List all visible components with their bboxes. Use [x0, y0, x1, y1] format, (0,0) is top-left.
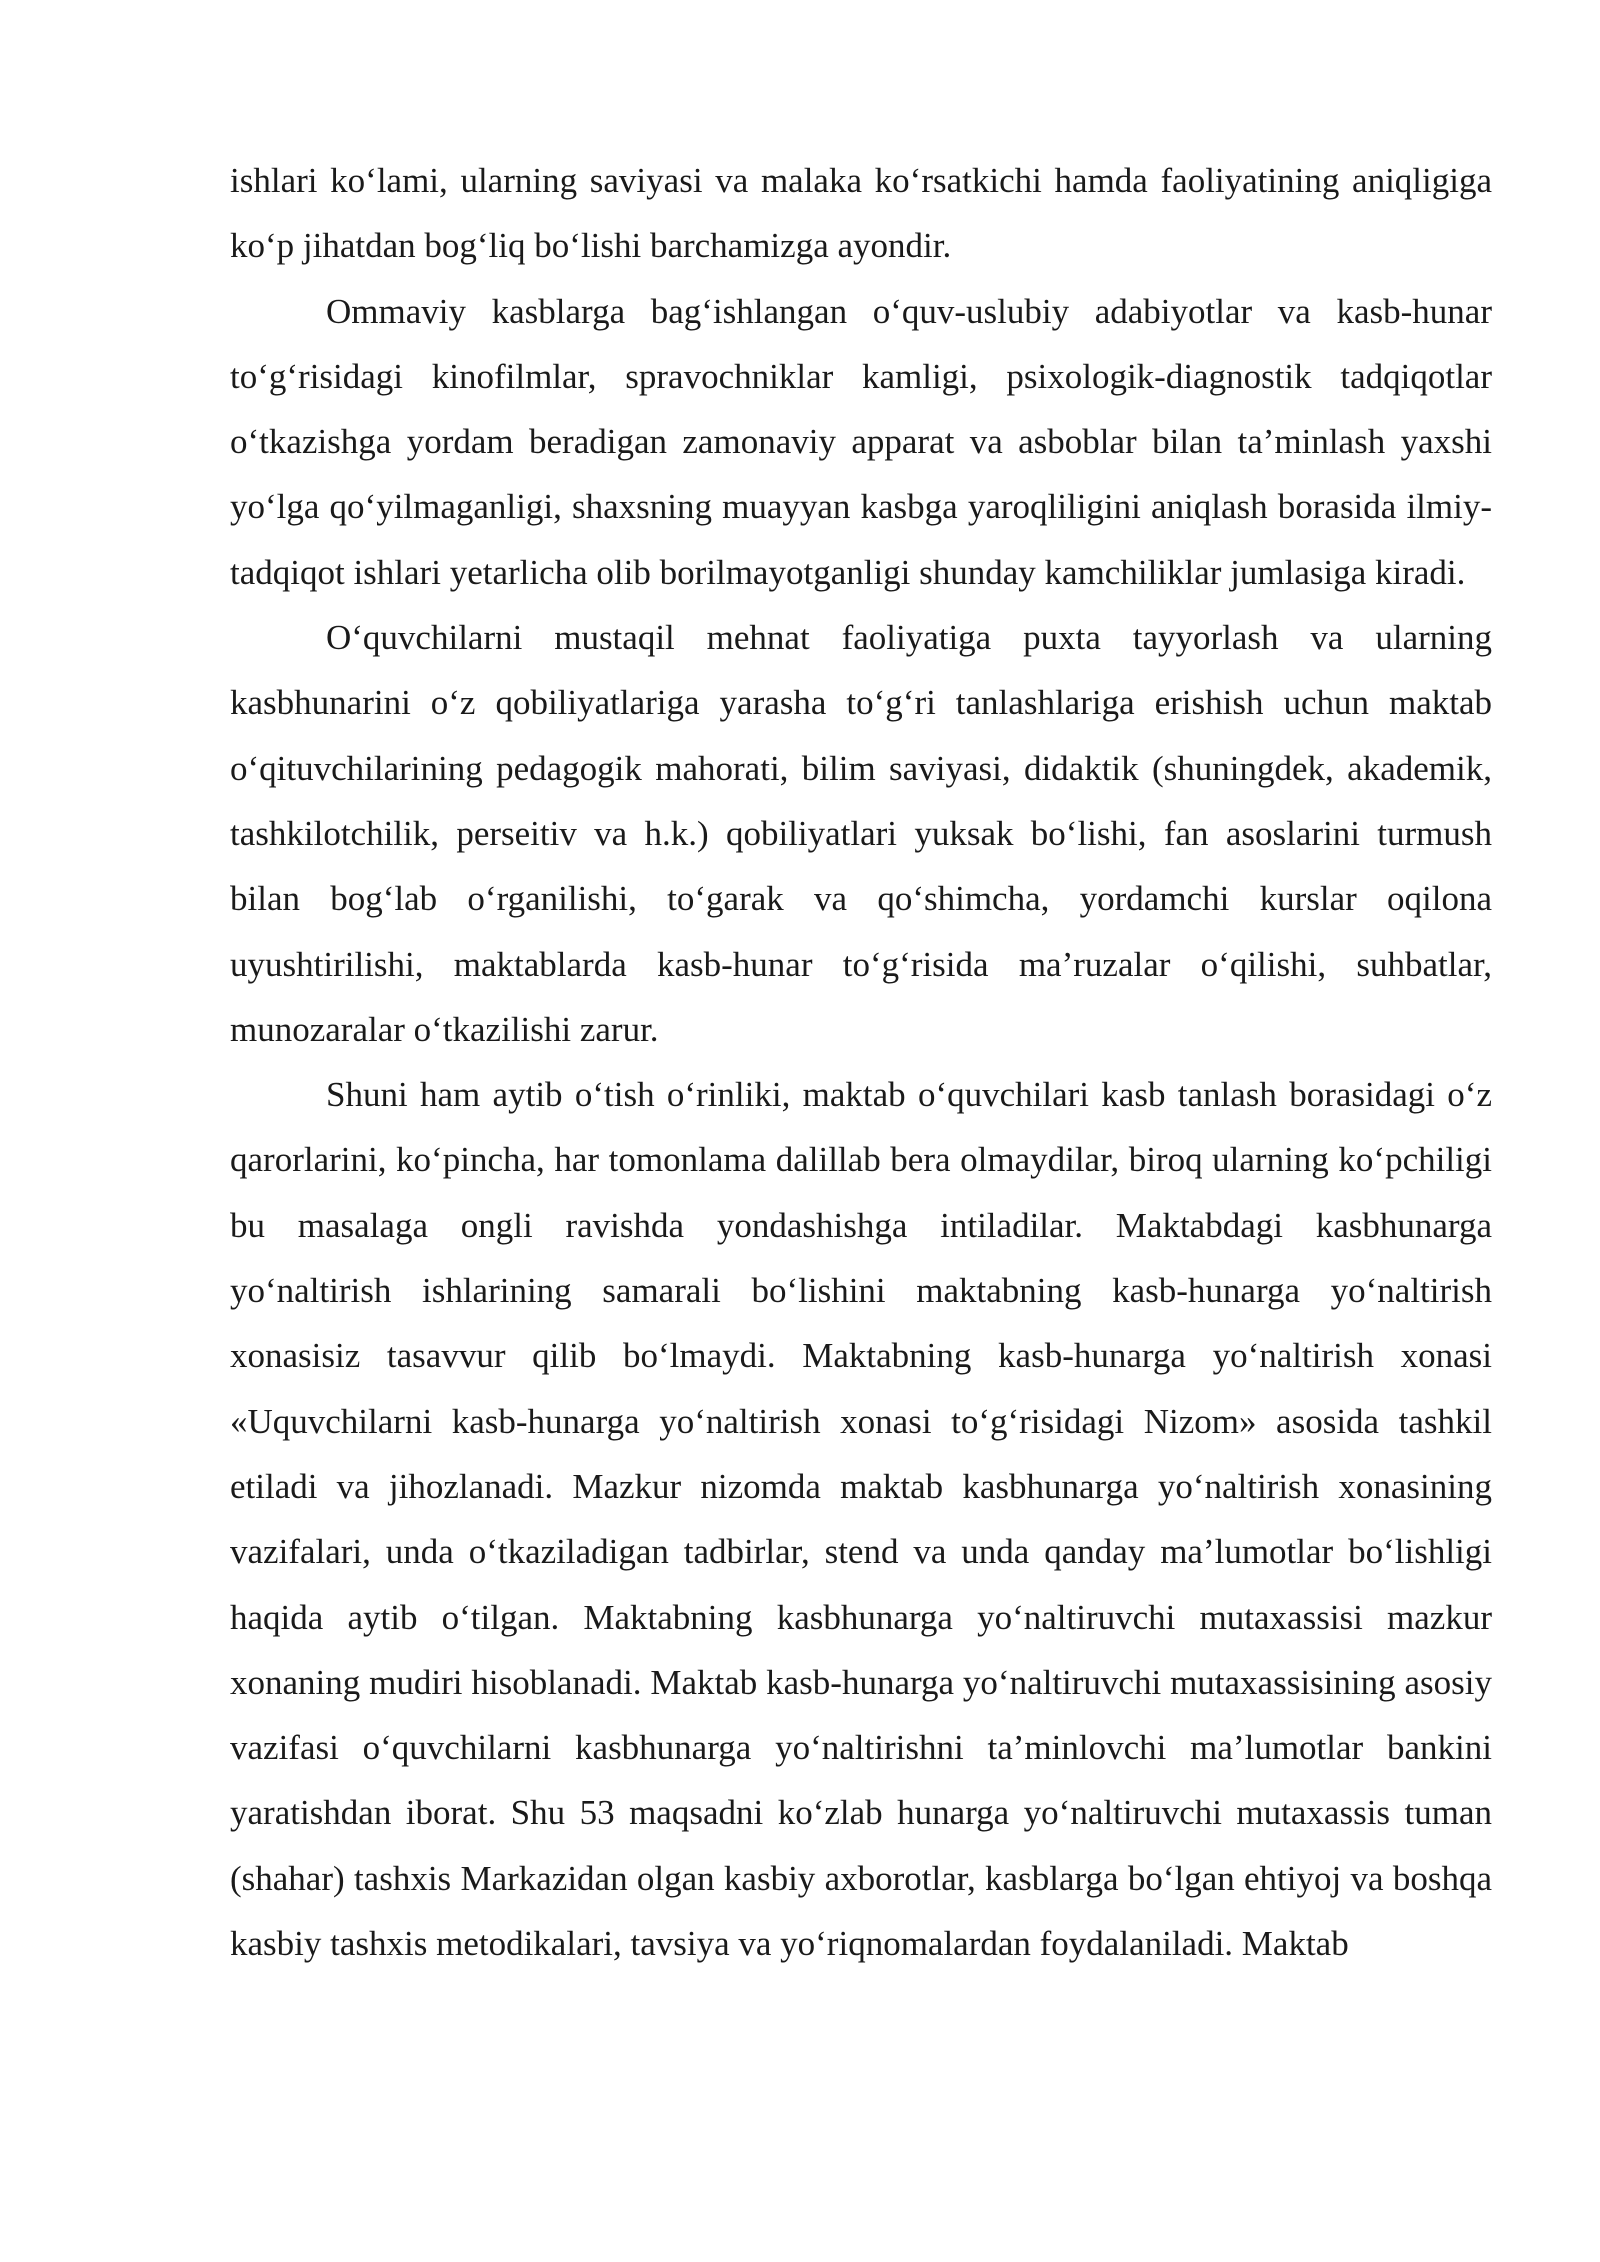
paragraph-3: O‘quvchilarni mustaqil mehnat faoliyatiga puxta tayyorlash va ularning kasbhunarini o‘z qobiliyatlariga yarasha to‘g‘ri tanlashlariga erishish uchun maktab o‘qituvchilarining pedagogik mahorati, bilim saviyasi, didaktik (shuningdek, akademik, tashkilotchilik, perseitiv va h.k.) qobiliyatlari yuksak bo‘lishi, fan asoslarini turmush bilan bog‘lab o‘rganilishi, to‘garak va qo‘shimcha, yordamchi kurslar oqilona uyushtirilishi, maktablarda kasb-hunar to‘g‘risida ma’ruzalar o‘qilishi, suhbatlar, munozaralar o‘tkazilishi zarur.	[230, 618, 1492, 1049]
paragraph-1: ishlari ko‘lami, ularning saviyasi va malaka ko‘rsatkichi hamda faoliyatining aniqligiga ko‘p jihatdan bog‘liq bo‘lishi barchamizga ayondir.	[230, 161, 1492, 266]
paragraph-4: Shuni ham aytib o‘tish o‘rinliki, maktab o‘quvchilari kasb tanlash borasidagi o‘z qarorlarini, ko‘pincha, har tomonlama dalillab bera olmaydilar, biroq ularning ko‘pchiligi bu masalaga ongli ravishda yondashishga intiladilar. Maktabdagi kasbhunarga yo‘naltirish ishlarining samarali bo‘lishini maktabning kasb-hunarga yo‘naltirish xonasisiz tasavvur qilib bo‘lmaydi. Maktabning kasb-hunarga yo‘naltirish xonasi «Uquvchilarni kasb-hunarga yo‘naltirish xonasi to‘g‘risidagi Nizom» asosida tashkil etiladi va jihozlanadi. Mazkur nizomda maktab kasbhunarga yo‘naltirish xonasining vazifalari, unda o‘tkaziladigan tadbirlar, stend va unda qanday ma’lumotlar bo‘lishligi haqida aytib o‘tilgan. Maktabning kasbhunarga yo‘naltiruvchi mutaxassisi mazkur xonaning mudiri hisoblanadi. Maktab kasb-hunarga yo‘naltiruvchi mutaxassisining asosiy vazifasi o‘quvchilarni kasbhunarga yo‘naltirishni ta’minlovchi ma’lumotlar bankini yaratishdan iborat. Shu 53 maqsadni ko‘zlab hunarga yo‘naltiruvchi mutaxassis tuman (shahar) tashxis Markazidan olgan kasbiy axborotlar, kasblarga bo‘lgan ehtiyoj va boshqa kasbiy tashxis metodikalari, tavsiya va yo‘riqnomalardan foydalaniladi. Maktab	[230, 1075, 1492, 1964]
body-text	[230, 148, 1492, 1976]
paragraph-2: Ommaviy kasblarga bag‘ishlangan o‘quv-uslubiy adabiyotlar va kasb-hunar to‘g‘risidagi kinofilmlar, spravochniklar kamligi, psixologik-diagnostik tadqiqotlar o‘tkazishga yordam beradigan zamonaviy apparat va asboblar bilan ta’minlash yaxshi yo‘lga qo‘yilmaganligi, shaxsning muayyan kasbga yaroqliligini aniqlash borasida ilmiy-tadqiqot ishlari yetarlicha olib borilmayotganligi shunday kamchiliklar jumlasiga kiradi.	[230, 291, 1492, 592]
